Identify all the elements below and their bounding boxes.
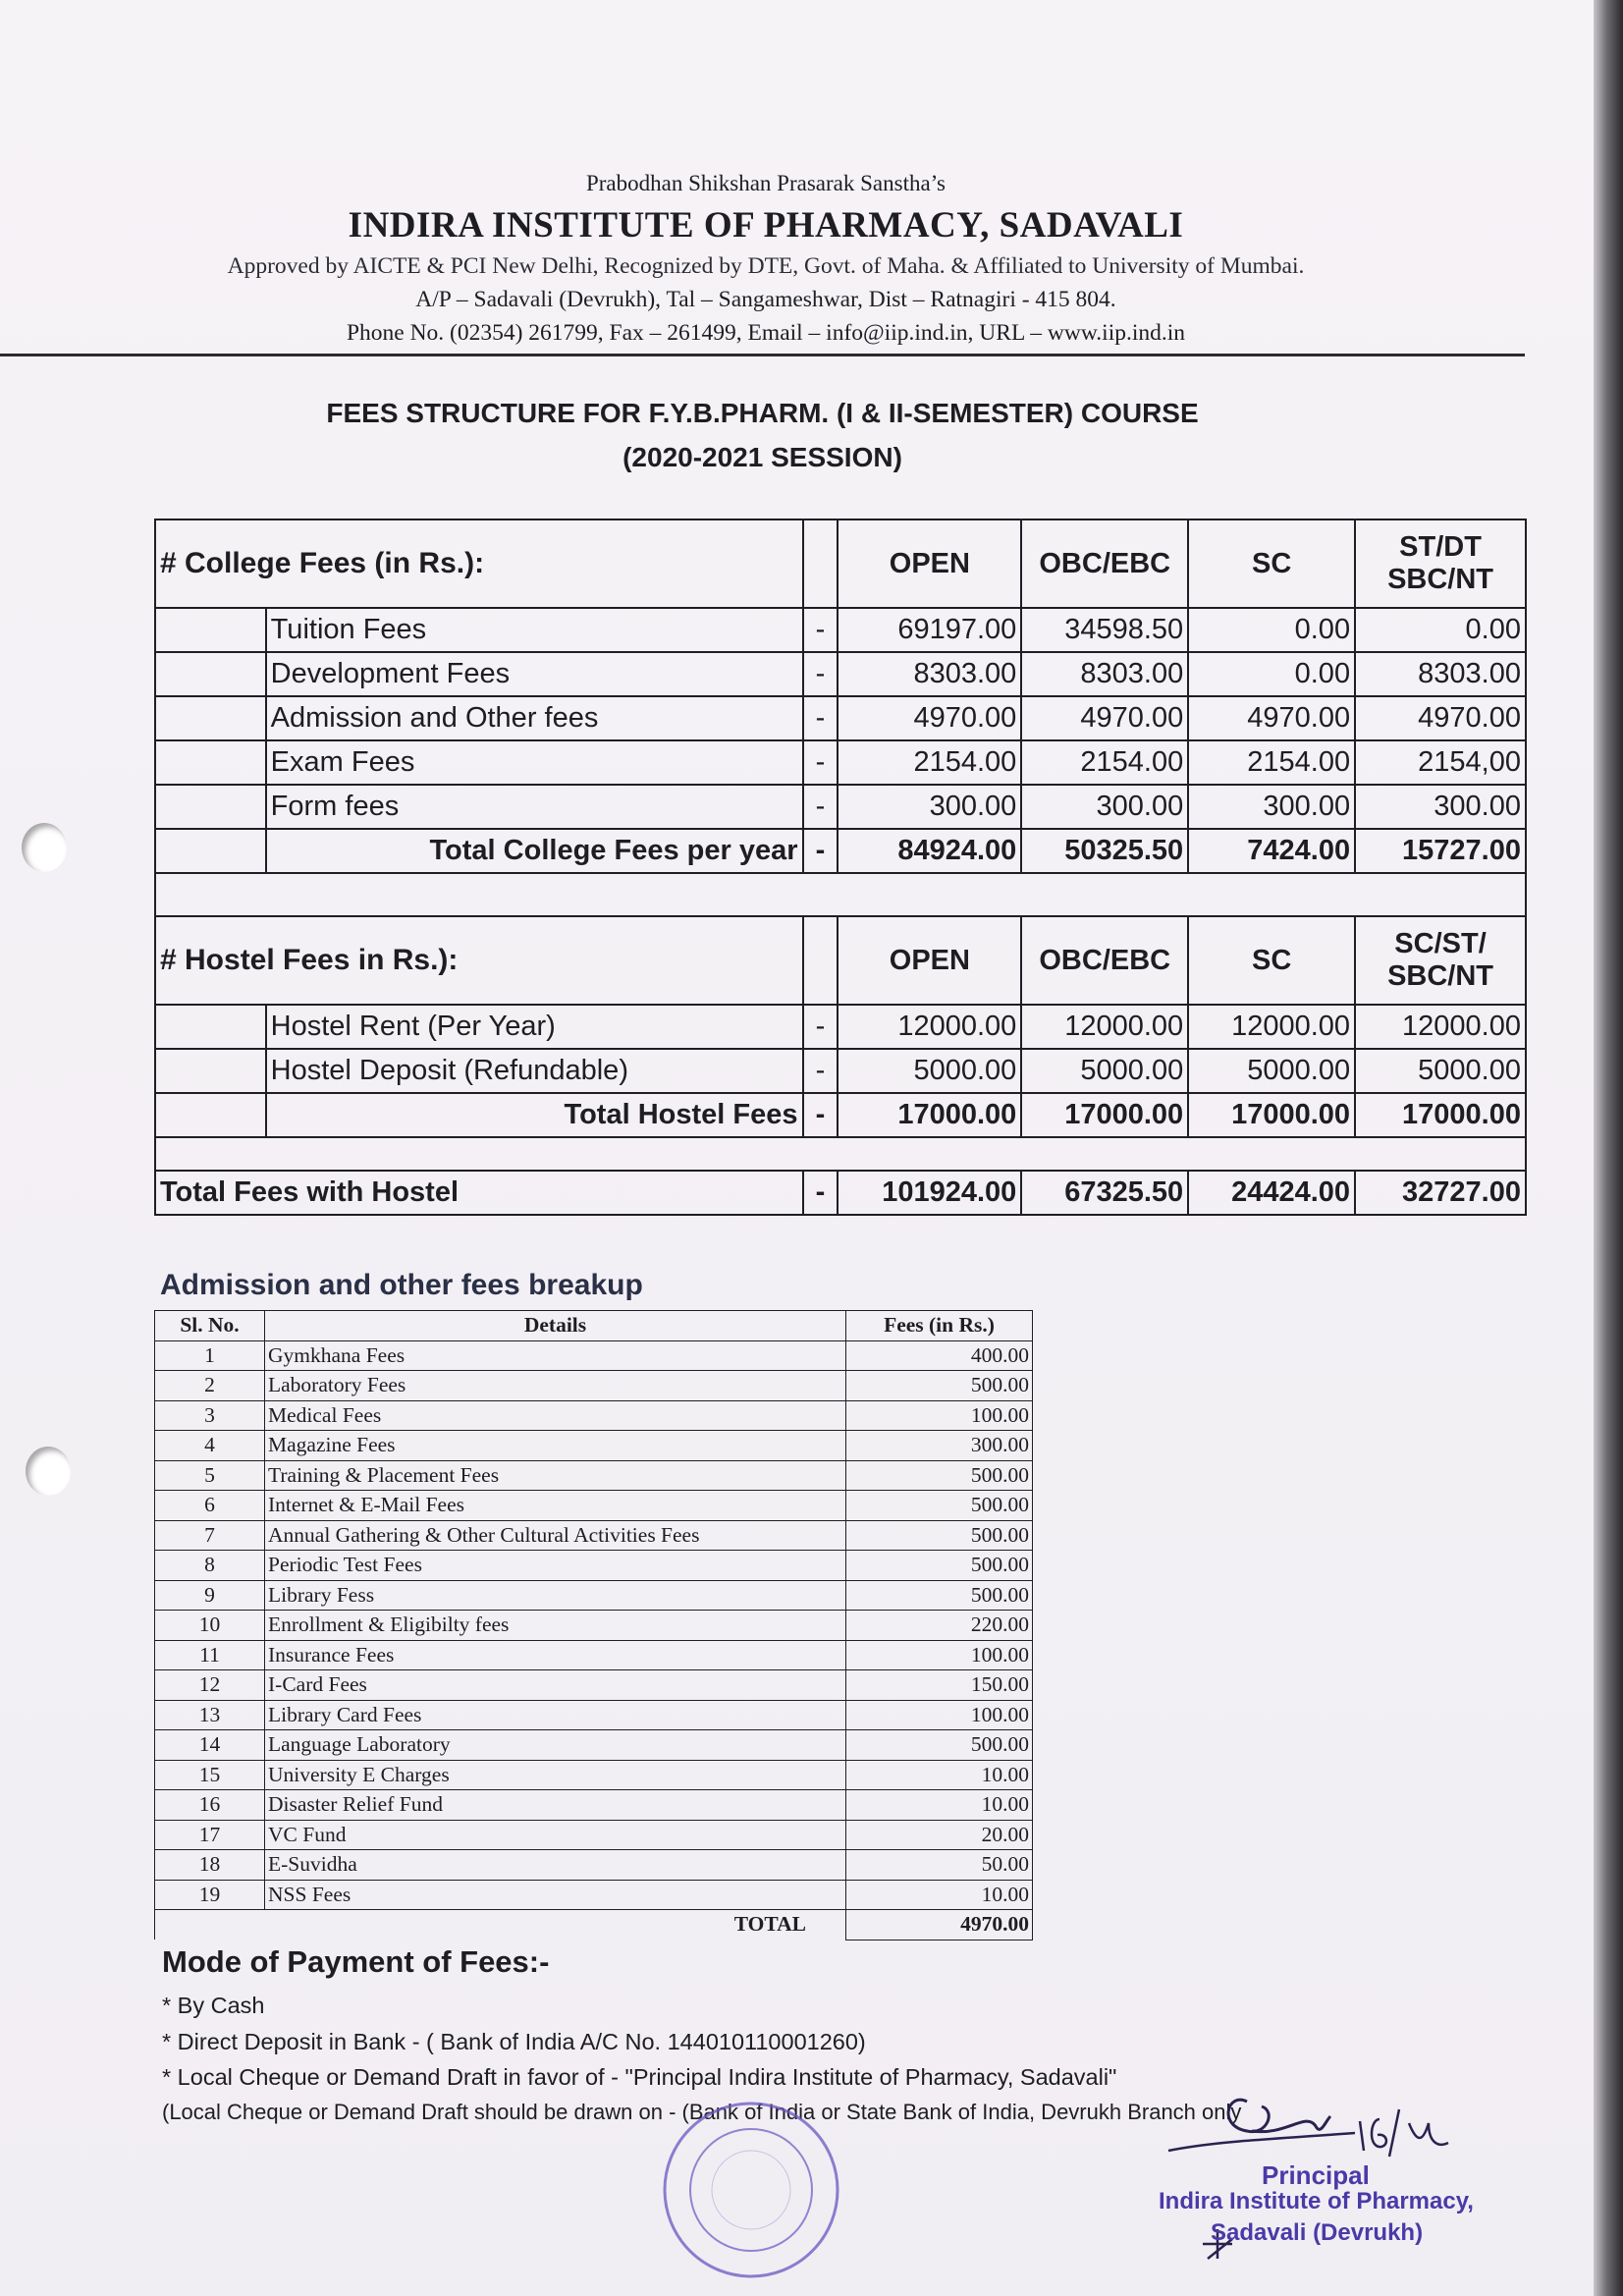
table-row: Hostel Deposit (Refundable) - 5000.00 5000.00 5000.00 5000.00	[155, 1049, 1526, 1093]
signature-institute: Indira Institute of Pharmacy,	[1159, 2188, 1474, 2214]
breakup-fee: 100.00	[846, 1400, 1033, 1431]
breakup-detail: Disaster Relief Fund	[265, 1790, 846, 1821]
breakup-total-value: 4970.00	[846, 1910, 1033, 1941]
breakup-detail: Laboratory Fees	[265, 1371, 846, 1401]
table-row	[155, 1580, 1033, 1611]
fee-label: Admission and Other fees	[266, 696, 803, 740]
breakup-fee: 500.00	[846, 1551, 1033, 1581]
breakup-sl-no: 5	[155, 1460, 265, 1491]
table-row	[155, 1640, 1033, 1670]
col-obc-ebc: OBC/EBC	[1021, 916, 1188, 1005]
col-sc: SC	[1188, 916, 1355, 1005]
breakup-sl-no: 6	[155, 1491, 265, 1521]
table-row	[155, 1340, 1033, 1371]
spacer-row	[155, 873, 1526, 916]
breakup-detail: Library Fess	[265, 1580, 846, 1611]
breakup-sl-no: 8	[155, 1551, 265, 1581]
college-fees-heading: # College Fees (in Rs.):	[155, 519, 803, 608]
signature-title: Principal	[1262, 2160, 1370, 2190]
breakup-sl-no: 18	[155, 1850, 265, 1881]
punch-hole-bottom	[26, 1447, 71, 1496]
college-header-row	[155, 519, 1526, 608]
contact-line: Phone No. (02354) 261799, Fax – 261499, Email – info@iip.ind.in, URL – www.iip.ind.in	[346, 320, 1186, 346]
col-st-dt-sbc-nt: ST/DT SBC/NT	[1355, 519, 1526, 608]
breakup-detail: Training & Placement Fees	[265, 1460, 846, 1491]
spacer-row	[155, 1137, 1526, 1171]
breakup-sl-no: 4	[155, 1431, 265, 1461]
payment-mode-title: Mode of Payment of Fees:-	[162, 1944, 550, 1979]
breakup-rows	[155, 1340, 1033, 1910]
table-row: Development Fees - 8303.00 8303.00 0.00 8303.00	[155, 652, 1526, 696]
table-row	[155, 1371, 1033, 1401]
page-edge-shadow	[1594, 0, 1623, 2296]
breakup-detail: Medical Fees	[265, 1400, 846, 1431]
payment-note: (Local Cheque or Demand Draft should be drawn on - (Bank of India or State Bank of India, Devrukh Branch only	[162, 2100, 1242, 2124]
breakup-sl-no: 19	[155, 1880, 265, 1910]
breakup-fee: 10.00	[846, 1790, 1033, 1821]
breakup-total-row	[155, 1910, 1033, 1941]
fee-label: Exam Fees	[266, 740, 803, 785]
col-sc: SC	[1188, 519, 1355, 608]
table-row	[155, 1431, 1033, 1461]
header-divider	[0, 354, 1525, 356]
breakup-fee: 400.00	[846, 1340, 1033, 1371]
approval-line: Approved by AICTE & PCI New Delhi, Recognized by DTE, Govt. of Maha. & Affiliated to University of Mumbai.	[227, 253, 1305, 279]
breakup-sl-no: 3	[155, 1400, 265, 1431]
breakup-fee: 500.00	[846, 1730, 1033, 1761]
table-row	[155, 1400, 1033, 1431]
fees-session: (2020-2021 SESSION)	[622, 442, 902, 472]
col-open: OPEN	[838, 916, 1021, 1005]
breakup-detail: Library Card Fees	[265, 1700, 846, 1730]
table-row	[155, 1460, 1033, 1491]
table-row: Admission and Other fees - 4970.00 4970.00 4970.00 4970.00	[155, 696, 1526, 740]
breakup-fee: 10.00	[846, 1760, 1033, 1790]
address-line: A/P – Sadavali (Devrukh), Tal – Sangameshwar, Dist – Ratnagiri - 415 804.	[415, 287, 1116, 312]
table-row	[155, 1760, 1033, 1790]
breakup-fee: 500.00	[846, 1520, 1033, 1551]
breakup-sl-no: 10	[155, 1611, 265, 1641]
breakup-title: Admission and other fees breakup	[160, 1269, 643, 1301]
breakup-fee: 500.00	[846, 1580, 1033, 1611]
table-row: Exam Fees - 2154.00 2154.00 2154.00 2154,00	[155, 740, 1526, 785]
breakup-fee: 150.00	[846, 1670, 1033, 1701]
hostel-total-row: Total Hostel Fees - 17000.00 17000.00 17000.00 17000.00	[155, 1093, 1526, 1137]
breakup-detail: Annual Gathering & Other Cultural Activities Fees	[265, 1520, 846, 1551]
fee-label: Tuition Fees	[266, 608, 803, 652]
breakup-total-label: TOTAL	[265, 1910, 846, 1941]
table-row	[155, 1491, 1033, 1521]
breakup-sl-no: 7	[155, 1520, 265, 1551]
breakup-fee: 100.00	[846, 1640, 1033, 1670]
payment-line: * Local Cheque or Demand Draft in favor of - "Principal Indira Institute of Pharmacy, Sadavali"	[162, 2064, 1117, 2090]
breakup-detail: University E Charges	[265, 1760, 846, 1790]
fee-label: Form fees	[266, 785, 803, 829]
breakup-detail: Insurance Fees	[265, 1640, 846, 1670]
table-row	[155, 1700, 1033, 1730]
breakup-fee: 300.00	[846, 1431, 1033, 1461]
breakup-sl-no: 12	[155, 1670, 265, 1701]
fee-label: Hostel Deposit (Refundable)	[266, 1049, 803, 1093]
breakup-header-row: Sl. No. Details Fees (in Rs.)	[155, 1311, 1033, 1341]
table-row	[155, 1850, 1033, 1881]
punch-hole-top	[22, 823, 67, 872]
breakup-sl-no: 1	[155, 1340, 265, 1371]
breakup-table	[154, 1310, 1033, 1941]
breakup-detail: Language Laboratory	[265, 1730, 846, 1761]
breakup-sl-no: 16	[155, 1790, 265, 1821]
breakup-detail: NSS Fees	[265, 1880, 846, 1910]
breakup-fee: 20.00	[846, 1820, 1033, 1850]
payment-line: * Direct Deposit in Bank - ( Bank of India A/C No. 144010110001260)	[162, 2029, 866, 2054]
table-row	[155, 1670, 1033, 1701]
fee-label: Hostel Rent (Per Year)	[266, 1005, 803, 1049]
payment-line: * By Cash	[162, 1993, 265, 2018]
breakup-sl-no: 9	[155, 1580, 265, 1611]
col-open: OPEN	[838, 519, 1021, 608]
breakup-sl-no: 17	[155, 1820, 265, 1850]
fees-structure-title: FEES STRUCTURE FOR F.Y.B.PHARM. (I & II-SEMESTER) COURSE	[326, 398, 1199, 428]
table-row	[155, 1611, 1033, 1641]
breakup-detail: VC Fund	[265, 1820, 846, 1850]
breakup-fee: 10.00	[846, 1880, 1033, 1910]
breakup-fee: 500.00	[846, 1491, 1033, 1521]
table-row	[155, 1520, 1033, 1551]
table-row: Form fees - 300.00 300.00 300.00 300.00	[155, 785, 1526, 829]
breakup-sl-no: 13	[155, 1700, 265, 1730]
college-total-row: Total College Fees per year - 84924.00 50325.50 7424.00 15727.00	[155, 829, 1526, 873]
breakup-detail: E-Suvidha	[265, 1850, 846, 1881]
hostel-total-label: Total Hostel Fees	[266, 1093, 803, 1137]
breakup-sl-no: 2	[155, 1371, 265, 1401]
breakup-detail: Periodic Test Fees	[265, 1551, 846, 1581]
fees-table	[154, 519, 1527, 1216]
breakup-fee: 100.00	[846, 1700, 1033, 1730]
breakup-fee: 50.00	[846, 1850, 1033, 1881]
table-row	[155, 1730, 1033, 1761]
sanstha-name: Prabodhan Shikshan Prasarak Sanstha’s	[585, 171, 947, 195]
table-row: Tuition Fees - 69197.00 34598.50 0.00 0.00	[155, 608, 1526, 652]
breakup-detail: Magazine Fees	[265, 1431, 846, 1461]
hostel-header-row	[155, 916, 1526, 1005]
grand-total-row: Total Fees with Hostel - 101924.00 67325.50 24424.00 32727.00	[155, 1171, 1526, 1215]
breakup-fee: 500.00	[846, 1371, 1033, 1401]
breakup-detail: Internet & E-Mail Fees	[265, 1491, 846, 1521]
table-row	[155, 1880, 1033, 1910]
col-obc-ebc: OBC/EBC	[1021, 519, 1188, 608]
table-row	[155, 1820, 1033, 1850]
grand-total-label: Total Fees with Hostel	[155, 1171, 803, 1215]
institute-seal-stamp	[643, 2092, 859, 2288]
breakup-detail: Gymkhana Fees	[265, 1340, 846, 1371]
table-row	[155, 1551, 1033, 1581]
col-sc-st-sbc-nt: SC/ST/ SBC/NT	[1355, 916, 1526, 1005]
breakup-fee: 220.00	[846, 1611, 1033, 1641]
fee-label: Development Fees	[266, 652, 803, 696]
breakup-sl-no: 14	[155, 1730, 265, 1761]
hostel-fees-heading: # Hostel Fees in Rs.):	[155, 916, 803, 1005]
institute-name: INDIRA INSTITUTE OF PHARMACY, SADAVALI	[348, 205, 1184, 246]
breakup-sl-no: 15	[155, 1760, 265, 1790]
table-row	[155, 1790, 1033, 1821]
college-total-label: Total College Fees per year	[266, 829, 803, 873]
breakup-sl-no: 11	[155, 1640, 265, 1670]
breakup-detail: I-Card Fees	[265, 1670, 846, 1701]
breakup-fee: 500.00	[846, 1460, 1033, 1491]
table-row: Hostel Rent (Per Year) - 12000.00 12000.00 12000.00 12000.00	[155, 1005, 1526, 1049]
breakup-detail: Enrollment & Eligibilty fees	[265, 1611, 846, 1641]
signature-place: Sadavali (Devrukh)	[1211, 2219, 1424, 2246]
